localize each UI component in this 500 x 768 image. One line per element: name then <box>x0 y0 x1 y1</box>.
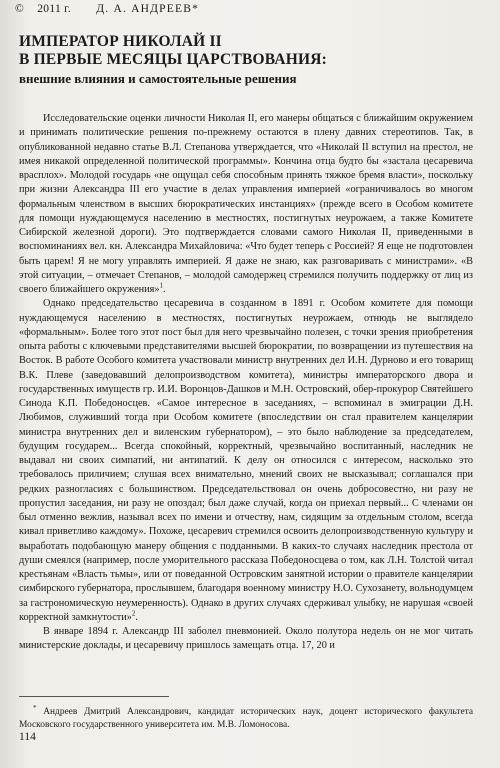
footnote-asterisk: * <box>33 704 37 712</box>
article-subtitle: внешние влияния и самостоятельные решения <box>19 71 297 86</box>
article-body <box>19 112 473 654</box>
paragraph-2-text: Однако председательство цесаревича в созданном в 1891 г. Особом комитете для помощи нуждающемуся населению в местностях, постигнутых неурожаем, отнюдь не выглядело «формальным». Более того этот пост был для него чрезвычайно полезен, с точки зрения приобретения опыта работы с ключевыми представителями высшей бюрократии, по возвращении из путешествия на Восток. В работе Особого комитета участвовали министр внутренних дел И.Н. Дурново и его товарищ В.К. Плеве (заведовавший делопроизводством комитета), министры императорского двора и государственных имуществ гр. И.И. Воронцов-Дашков и М.Н. Островский, обер-прокурор Святейшего Синода К.П. Победоносцев. «Самое интересное в заседаниях, – вспоминал в эмиграции Д.Н. Любимов, служивший тогда при Особом комитете (впоследствии он стал правителем канцелярии министра внутренних дел и виленским губернатором), – это было наблюдение за председателем, будущим государем... Всегда спокойный, корректный, чрезвычайно воспитанный, наследник не выдавал ни своих симпатий, ни антипатий. К делу он относился с интересом, насколько это требовалось приличием; слушая всех внимательно, мнений своих не высказывал; соглашался при редких разногласиях с большинством. Председательствовал он очень добросовестно, ни разу не пропустил заседания, ни разу не опоздал; был даже случай, когда он приехал первый... С членами он был отменно вежлив, называл всех по имени и отчеству, нам, сидящим за отдельным столом, всегда кивал приветливо каждому». Похоже, цесаревич стремился освоить делопроизводственную культуру и выработать подобающую манеру общения с подданными. В каких-то случаях наследник престола от души смеялся (например, после уморительного рассказа Победоносцева о том, как Л.Н. Толстой читал крестьянам «Власть тьмы», или от поведанной Островским занятной истории о правителе канцелярии симбирского губернатора, прослывшем, благодаря военному министру Н.О. Сухозанету, вольнодумцем за гастрономическую неумеренность). Однако в других случаях сдерживал улыбку, не нарушая «своей корректной замкнутости» <box>19 298 473 623</box>
page-number: 114 <box>19 731 36 743</box>
footnote-divider <box>19 696 169 697</box>
paragraph-2 <box>19 297 473 625</box>
copyright-sign: © <box>15 3 25 15</box>
header-author: Д. А. АНДРЕЕВ* <box>96 3 200 15</box>
paragraph-3: В январе 1894 г. Александр III заболел пневмонией. Около полутора недель он не мог читать министерские доклады, и цесаревичу пришлось замещать отца. 17, 20 и <box>19 626 473 652</box>
paragraph-1-end: . <box>163 284 166 295</box>
article-title-line-2: В ПЕРВЫЕ МЕСЯЦЫ ЦАРСТВОВАНИЯ: <box>19 51 328 68</box>
author-footnote <box>19 702 473 731</box>
paragraph-2-end: . <box>135 611 138 623</box>
footnote-text: Андреев Дмитрий Александрович, кандидат исторических наук, доцент исторического факультета Московского государственного университета им. М.В. Ломоносова. <box>19 707 473 730</box>
article-title-line-1: ИМПЕРАТОР НИКОЛАЙ II <box>19 33 222 50</box>
paragraph-1 <box>19 112 473 297</box>
paragraph-1-text: Исследовательские оценки личности Николая II, его манеры общаться с ближайшим окружением и принимать политические решения по-прежнему остаются в плену давних стереотипов. Так, в опубликованной недавно статье В.Л. Степанова утверждается, что «Николай II вступил на престол, не имея никакой определенной политической программы». Кончина отца будто бы «застала цесаревича врасплох». Молодой государь «не ощущал себя способным принять тяжкое бремя власти», поскольку при жизни Александра III его участие в делах управления империей «ограничивалось во многом формальным членством в высших бюрократических инстанциях» (прежде всего в Особом комитете для помощи нуждающемуся населению в местностях, постигнутых неурожаем, а также Комитете Сибирской железной дороги). Это подтверждается словами самого Николая II, приведенными в воспоминаниях вел. кн. Александра Михайловича: «Что будет теперь с Россией? Я еще не подготовлен быть царем! Я не могу управлять империей. Я даже не знаю, как разговаривать с министрами». «В этой ситуации, – отмечает Степанов, – молодой самодержец стремился получить поддержку от лиц из своего ближайшего окружения» <box>19 113 473 295</box>
article-title-block <box>19 33 480 87</box>
footnote-ref-2: 2 <box>131 609 136 618</box>
header-year: 2011 г. <box>37 3 72 15</box>
footnote-ref-1: 1 <box>159 281 164 290</box>
running-header <box>15 3 488 15</box>
